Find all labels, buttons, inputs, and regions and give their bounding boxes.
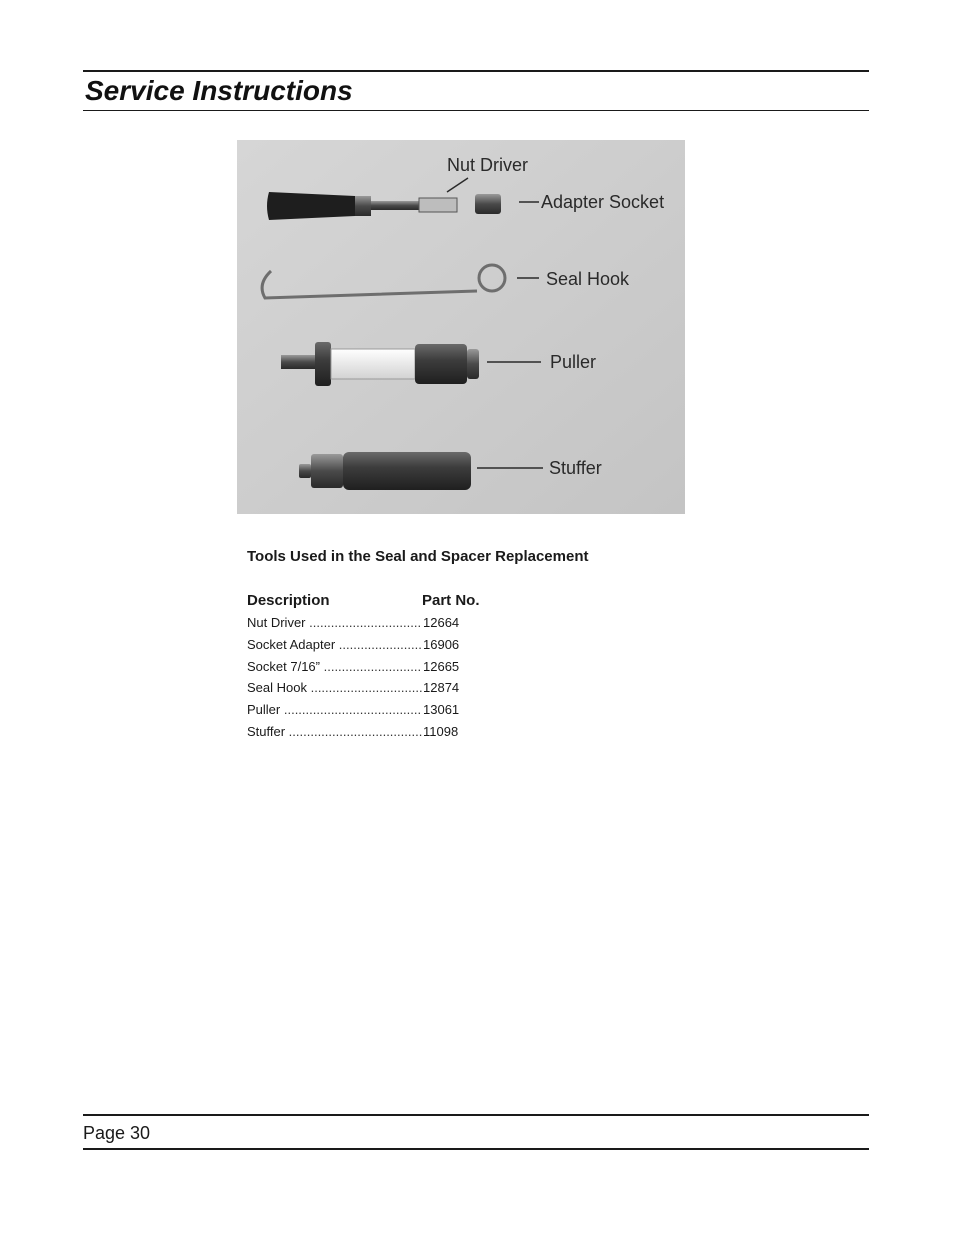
figure-caption: Tools Used in the Seal and Spacer Replacement [247,548,589,565]
part-description: Nut Driver ..... [247,615,422,631]
header-bottom-rule [83,110,869,111]
tools-photo [237,140,685,514]
part-number: 12664 [423,615,460,630]
table-row [247,612,487,634]
callout-stuffer: Stuffer [549,458,602,478]
footer-top-rule [83,1114,869,1116]
table-row [247,656,487,678]
callout-puller: Puller [550,352,597,372]
part-number: 12665 [423,658,460,674]
table-row [247,677,487,699]
part-description: Puller ..... [247,702,422,718]
description-header: Description [247,592,330,609]
table-row [247,634,487,656]
parts-table [247,592,487,743]
header-top-rule [83,70,869,72]
callout-adapter-socket: Adapter Socket [541,192,665,212]
part-number: 13061 [423,702,460,718]
parts-table-header [247,592,487,612]
part-no-header: Part No. [422,592,480,609]
part-number: 11098 [423,723,459,739]
part-description: Socket Adapter ..... [247,637,422,653]
page-number: Page 30 [83,1123,151,1143]
footer-bottom-rule [83,1148,869,1150]
part-number: 12874 [423,680,460,696]
callout-seal-hook: Seal Hook [546,269,630,289]
table-row [247,699,487,721]
table-row [247,721,487,743]
part-description: Seal Hook ..... [247,680,422,696]
page-title: Service Instructions [85,75,353,106]
callout-nut-driver: Nut Driver [447,155,529,175]
part-description: Stuffer ..... [247,724,422,740]
part-number: 16906 [423,636,460,652]
stuffer-tool [299,452,471,490]
part-description: Socket 7/16” ..... [247,659,422,675]
